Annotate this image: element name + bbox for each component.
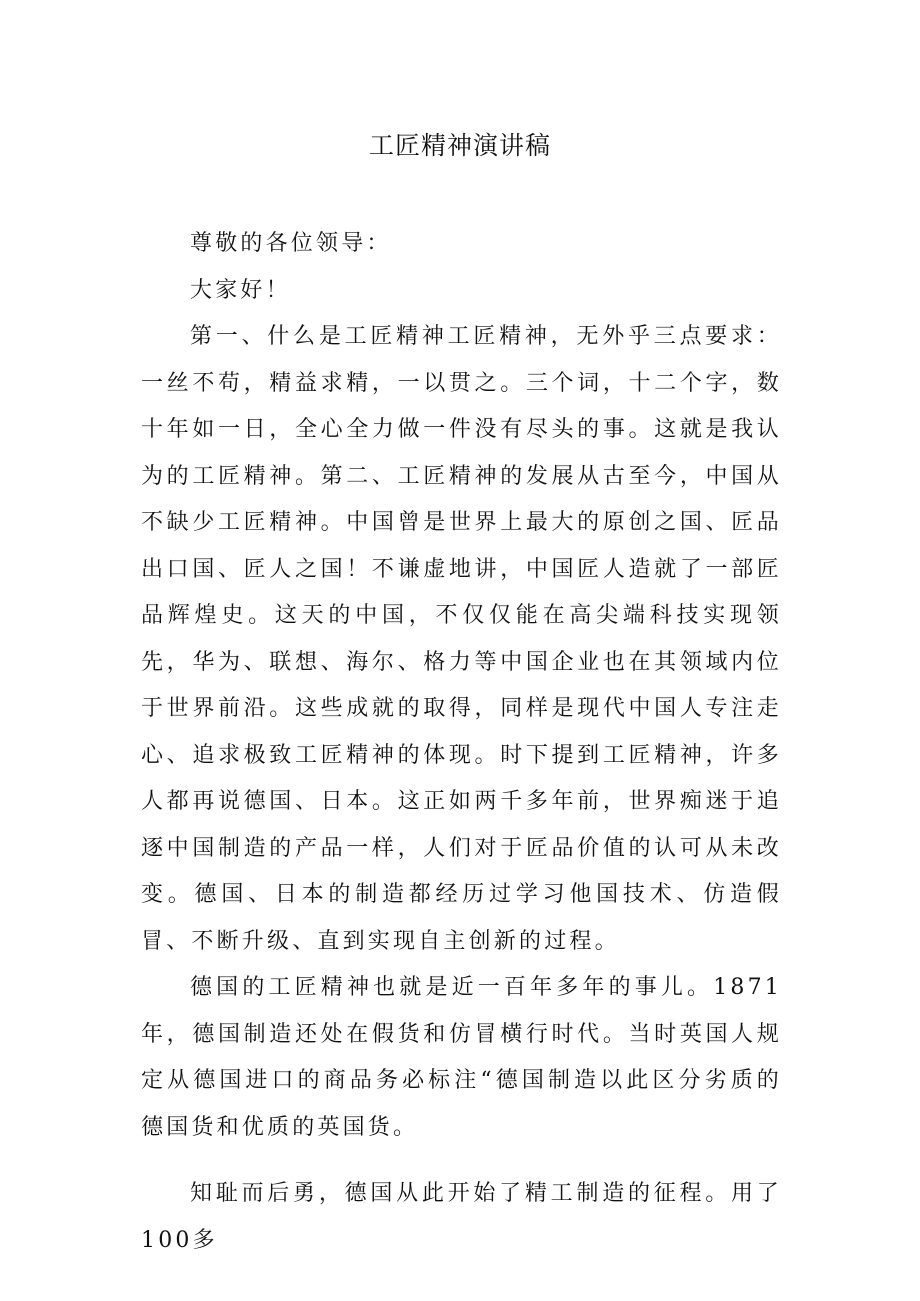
paragraph-2: 德国的工匠精神也就是近一百年多年的事儿。1871年，德国制造还处在假货和仿冒横行时代。当时英国人规定从德国进口的商品务必标注“德国制造以此区分劣质的德国货和优质的英国货。 [141,975,782,1140]
paragraph-1: 第一、什么是工匠精神工匠精神，无外乎三点要求：一丝不苟，精益求精，一以贯之。三个词，十二个字，数十年如一日，全心全力做一件没有尽头的事。这就是我认为的工匠精神。第二、工匠精神的发展从古至今，中国从不缺少工匠精神。中国曾是世界上最大的原创之国、匠品出口国、匠人之国！不谦虚地讲，中国匠人造就了一部匠品辉煌史。这天的中国，不仅仅能在高尖端科技实现领先，华为、联想、海尔、格力等中国企业也在其领域内位于世界前沿。这些成就的取得，同样是现代中国人专注走心、追求极致工匠精神的体现。时下提到工匠精神，许多人都再说德国、日本。这正如两千多年前，世界痴迷于追逐中国制造的产品一样，人们对于匠品价值的认可从未改变。德国、日本的制造都经历过学习他国技术、仿造假冒、不断升级、直到实现自主创新的过程。 [141,324,782,954]
paragraph-3: 知耻而后勇，德国从此开始了精工制造的征程。用了100多 [141,1181,782,1253]
greeting: 大家好！ [190,277,291,303]
document-body [141,221,782,1264]
paragraph-spacer [141,1151,782,1171]
document-title: 工匠精神演讲稿 [368,131,551,160]
salutation: 尊敬的各位领导： [190,231,392,256]
